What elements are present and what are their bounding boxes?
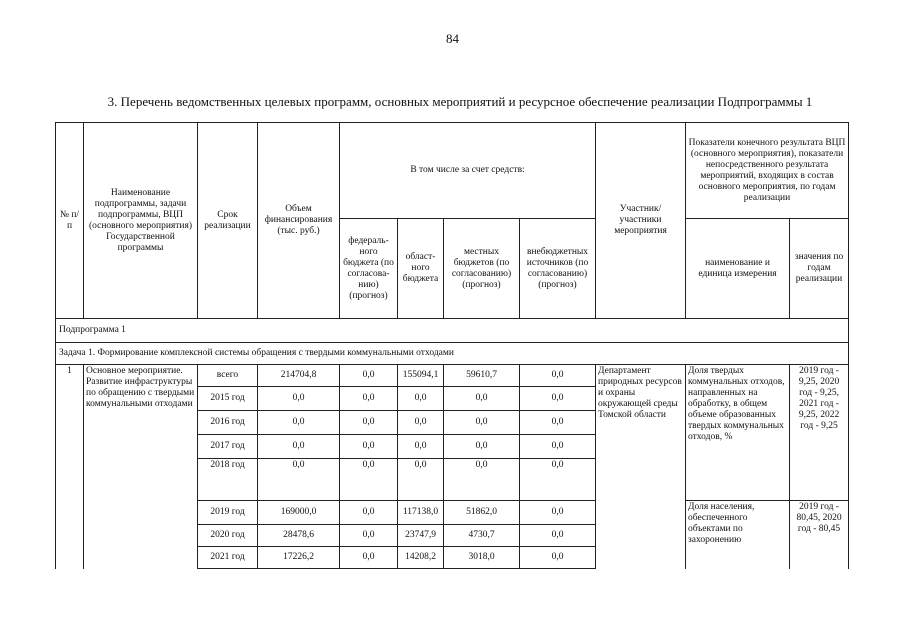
header-federal: федераль-ного бюджета (по согласова-нию) (прогноз) xyxy=(340,219,398,319)
federal-cell: 0,0 xyxy=(340,547,398,569)
regional-cell: 155094,1 xyxy=(398,365,444,387)
local-cell: 59610,7 xyxy=(444,365,520,387)
item-participant: Департамент природных ресурсов и охраны окружающей среды Томской области xyxy=(596,365,686,569)
header-indicator-name: наименование и единица измерения xyxy=(686,219,790,319)
item-name: Основное мероприятие. Развитие инфраструктуры по обращению с твердыми коммунальными отходами xyxy=(84,365,198,569)
indicator-1-values: 2019 год - 9,25, 2020 год - 9,25, 2021 год - 9,25, 2022 год - 9,25 xyxy=(790,365,849,501)
federal-cell: 0,0 xyxy=(340,525,398,547)
indicator-2-values: 2019 год - 80,45, 2020 год - 80,45 xyxy=(790,501,849,569)
page-number: 84 xyxy=(446,31,459,46)
header-indicators: Показатели конечного результата ВЦП (основного мероприятия), показатели непосредственного результата мероприятий, входящих в состав основного мероприятия, по годам реализации xyxy=(686,123,849,219)
regional-cell: 0,0 xyxy=(398,435,444,459)
program-table xyxy=(55,122,849,569)
year-cell: всего xyxy=(198,365,258,387)
regional-cell: 0,0 xyxy=(398,459,444,501)
header-regional: област-ного бюджета xyxy=(398,219,444,319)
volume-cell: 169000,0 xyxy=(258,501,340,525)
item-number: 1 xyxy=(56,365,84,569)
volume-cell: 28478,6 xyxy=(258,525,340,547)
header-num: № п/п xyxy=(56,123,84,319)
local-cell: 4730,7 xyxy=(444,525,520,547)
header-term: Срок реализации xyxy=(198,123,258,319)
volume-cell: 0,0 xyxy=(258,459,340,501)
indicator-2-name: Доля населения, обеспеченного объектами по захоронению xyxy=(686,501,790,569)
year-cell: 2019 год xyxy=(198,501,258,525)
extra-cell: 0,0 xyxy=(520,387,596,411)
extra-cell: 0,0 xyxy=(520,435,596,459)
local-cell: 0,0 xyxy=(444,459,520,501)
volume-cell: 0,0 xyxy=(258,435,340,459)
federal-cell: 0,0 xyxy=(340,411,398,435)
subprogram-label: Подпрограмма 1 xyxy=(56,319,849,343)
federal-cell: 0,0 xyxy=(340,365,398,387)
task-label: Задача 1. Формирование комплексной системы обращения с твердыми коммунальными отходами xyxy=(56,343,849,365)
header-name: Наименование подпрограммы, задачи подпрограммы, ВЦП (основного мероприятия) Государственной программы xyxy=(84,123,198,319)
local-cell: 0,0 xyxy=(444,435,520,459)
extra-cell: 0,0 xyxy=(520,547,596,569)
year-cell: 2017 год xyxy=(198,435,258,459)
regional-cell: 23747,9 xyxy=(398,525,444,547)
indicator-1-name: Доля твердых коммунальных отходов, направленных на обработку, в общем объеме образованных твердых коммунальных отходов, % xyxy=(686,365,790,501)
volume-cell: 0,0 xyxy=(258,411,340,435)
year-cell: 2021 год xyxy=(198,547,258,569)
year-cell: 2015 год xyxy=(198,387,258,411)
task-row xyxy=(56,343,849,365)
year-cell: 2020 год xyxy=(198,525,258,547)
year-cell: 2016 год xyxy=(198,411,258,435)
extra-cell: 0,0 xyxy=(520,501,596,525)
federal-cell: 0,0 xyxy=(340,435,398,459)
volume-cell: 214704,8 xyxy=(258,365,340,387)
header-indicator-values: значения по годам реализации xyxy=(790,219,849,319)
header-row-1 xyxy=(56,123,849,219)
local-cell: 51862,0 xyxy=(444,501,520,525)
volume-cell: 0,0 xyxy=(258,387,340,411)
extra-cell: 0,0 xyxy=(520,411,596,435)
federal-cell: 0,0 xyxy=(340,387,398,411)
document-title: 3. Перечень ведомственных целевых программ, основных мероприятий и ресурсное обеспечение реализации Подпрограммы 1 xyxy=(107,94,813,109)
regional-cell: 117138,0 xyxy=(398,501,444,525)
local-cell: 3018,0 xyxy=(444,547,520,569)
header-incl: В том числе за счет средств: xyxy=(340,123,596,219)
subprogram-row xyxy=(56,319,849,343)
regional-cell: 0,0 xyxy=(398,411,444,435)
federal-cell: 0,0 xyxy=(340,501,398,525)
extra-cell: 0,0 xyxy=(520,365,596,387)
header-extra: внебюджетных источников (по согласованию) (прогноз) xyxy=(520,219,596,319)
volume-cell: 17226,2 xyxy=(258,547,340,569)
regional-cell: 0,0 xyxy=(398,387,444,411)
table-row xyxy=(56,365,849,387)
local-cell: 0,0 xyxy=(444,387,520,411)
header-local: местных бюджетов (по согласованию) (прогноз) xyxy=(444,219,520,319)
extra-cell: 0,0 xyxy=(520,459,596,501)
local-cell: 0,0 xyxy=(444,411,520,435)
regional-cell: 14208,2 xyxy=(398,547,444,569)
header-participant: Участник/ участники мероприятия xyxy=(596,123,686,319)
federal-cell: 0,0 xyxy=(340,459,398,501)
year-cell: 2018 год xyxy=(198,459,258,501)
extra-cell: 0,0 xyxy=(520,525,596,547)
header-volume: Объем финансирования (тыс. руб.) xyxy=(258,123,340,319)
